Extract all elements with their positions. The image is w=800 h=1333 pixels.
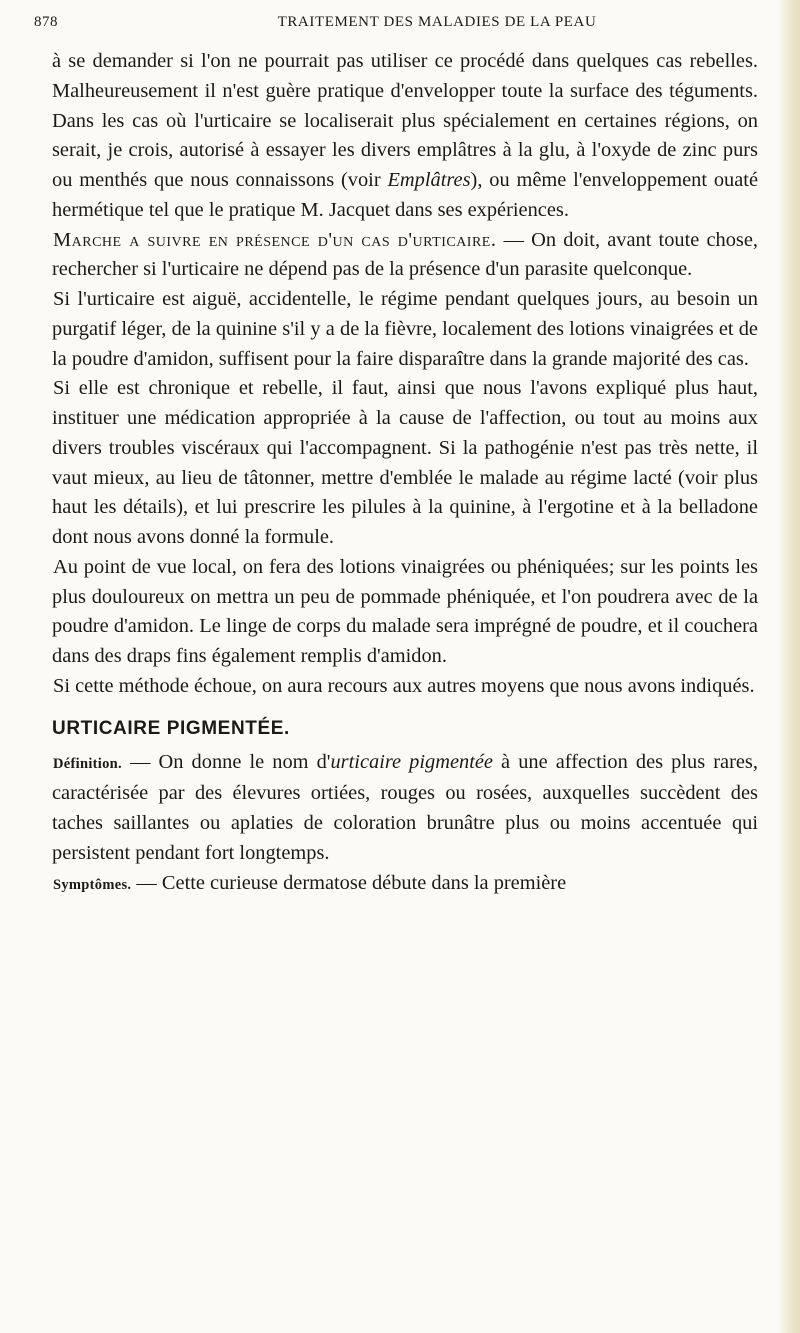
- section-title: URTICAIRE PIGMENTÉE.: [52, 717, 290, 739]
- running-title: TRAITEMENT DES MALADIES DE LA PEAU: [277, 14, 597, 30]
- page-edge-shadow: [778, 0, 800, 1333]
- page-number: 878: [34, 14, 58, 30]
- paragraph-emplatres: [52, 47, 758, 226]
- definition-label: Définition.: [53, 755, 122, 772]
- emplatres-reference: Emplâtres: [387, 169, 471, 191]
- paragraph-autres-moyens: Si cette méthode échoue, on aura recours aux autres moyens que nous avons indiqués.: [53, 674, 755, 697]
- paragraph-marche-a-suivre: [52, 226, 758, 286]
- paragraph-definition: [52, 748, 758, 869]
- urticaire-pigmentee-term: urticaire pigmentée: [330, 750, 493, 773]
- paragraph-text: à se demander si l'on ne pourrait pas utiliser ce procédé dans quelques cas rebelles. Malheureusement il n'est guère pratique d'envelopper toute la surface des téguments. Dans les cas où l'urticaire se localiserait plus spécialement en certaines régions, on serait, je crois, autorisé à essayer les divers emplâtres à la glu, à l'oxyde de zinc purs ou menthés que nous connaissons (voir: [52, 50, 758, 191]
- paragraph-text: — On doit, avant toute chose, rechercher si l'urticaire ne dépend pas de la présence d'un parasite quelconque.: [52, 228, 758, 281]
- paragraph-urticaire-aigue: Si l'urticaire est aiguë, accidentelle, le régime pendant quelques jours, au besoin un purgatif léger, de la quinine s'il y a de la fièvre, localement des lotions vinaigrées et de la poudre d'amidon, suffisent pour la faire disparaître dans la grande majorité des cas.: [52, 288, 758, 370]
- symptomes-label: Symptômes.: [53, 876, 132, 893]
- page-body: [52, 47, 758, 900]
- marche-a-suivre-heading: Marche a suivre en présence d'un cas d'urticaire.: [53, 228, 497, 251]
- paragraph-text: — Cette curieuse dermatose débute dans la première: [131, 871, 567, 894]
- paragraph-urticaire-chronique: Si elle est chronique et rebelle, il faut, ainsi que nous l'avons expliqué plus haut, instituer une médication appropriée à la cause de l'affection, ou tout au moins aux divers troubles viscéraux qui l'accompagnent. Si la pathogénie n'est pas très nette, il vaut mieux, au lieu de tâtonner, mettre d'emblée le malade au régime lacté (voir plus haut les détails), et lui prescrire les pilules à la quinine, à l'ergotine et à la belladone dont nous avons donné la formule.: [52, 377, 758, 548]
- paragraph-text: à une affection des plus rares, caractérisée par des élevures ortiées, rouges ou rosées, auxquelles succèdent des taches saillantes ou aplaties de coloration brunâtre plus ou moins accentuée qui persistent pendant fort longtemps.: [52, 750, 758, 864]
- paragraph-symptomes: [52, 869, 758, 901]
- page-header: [34, 14, 764, 38]
- paragraph-text: — On donne le nom d': [121, 750, 331, 773]
- paragraph-point-de-vue-local: Au point de vue local, on fera des lotions vinaigrées ou phéniquées; sur les points les plus douloureux on mettra un peu de pommade phéniquée, et l'on poudrera avec de la poudre d'amidon. Le linge de corps du malade sera imprégné de poudre, et il couchera dans des draps fins également remplis d'amidon.: [52, 555, 758, 667]
- paragraph-text: ), ou même l'enveloppement ouaté hermétique tel que le pratique M. Jacquet dans ses expériences.: [52, 169, 758, 221]
